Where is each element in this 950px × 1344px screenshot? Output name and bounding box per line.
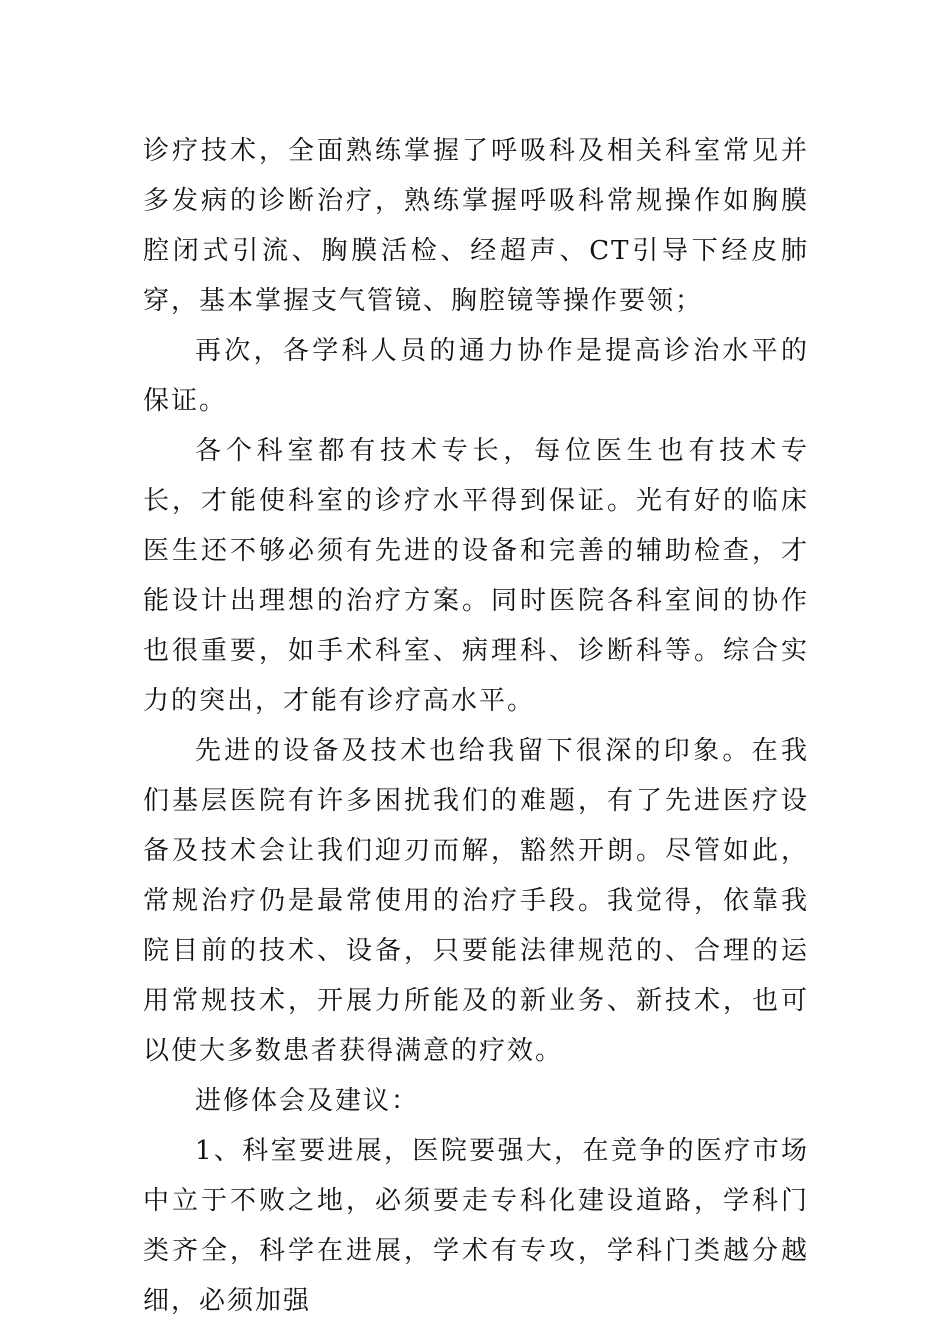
paragraph-continuation: 诊疗技术，全面熟练掌握了呼吸科及相关科室常见并多发病的诊断治疗，熟练掌握呼吸科常规操作如胸膜腔闭式引流、胸膜活检、经超声、CT引导下经皮肺穿，基本掌握支气管镜、胸腔镜等操作要领；	[143, 136, 809, 316]
paragraph-suggestion-1: 1、科室要进展，医院要强大，在竞争的医疗市场中立于不败之地，必须要走专科化建设道路，学科门类齐全，科学在进展，学术有专攻，学科门类越分越细，必须加强	[143, 1136, 809, 1316]
paragraph-department-expertise: 各个科室都有技术专长，每位医生也有技术专长，才能使科室的诊疗水平得到保证。光有好的临床医生还不够必须有先进的设备和完善的辅助检查，才能设计出理想的治疗方案。同时医院各科室间的协作也很重要，如手术科室、病理科、诊断科等。综合实力的突出，才能有诊疗高水平。	[143, 436, 809, 716]
document-body	[143, 126, 809, 1326]
section-heading-suggestions: 进修体会及建议：	[195, 1086, 420, 1116]
paragraph-collaboration-heading: 再次，各学科人员的通力协作是提高诊治水平的保证。	[143, 336, 809, 416]
paragraph-advanced-equipment: 先进的设备及技术也给我留下很深的印象。在我们基层医院有许多困扰我们的难题，有了先进医疗设备及技术会让我们迎刃而解，豁然开朗。尽管如此，常规治疗仍是最常使用的治疗手段。我觉得，依靠我院目前的技术、设备，只要能法律规范的、合理的运用常规技术，开展力所能及的新业务、新技术，也可以使大多数患者获得满意的疗效。	[143, 736, 809, 1066]
